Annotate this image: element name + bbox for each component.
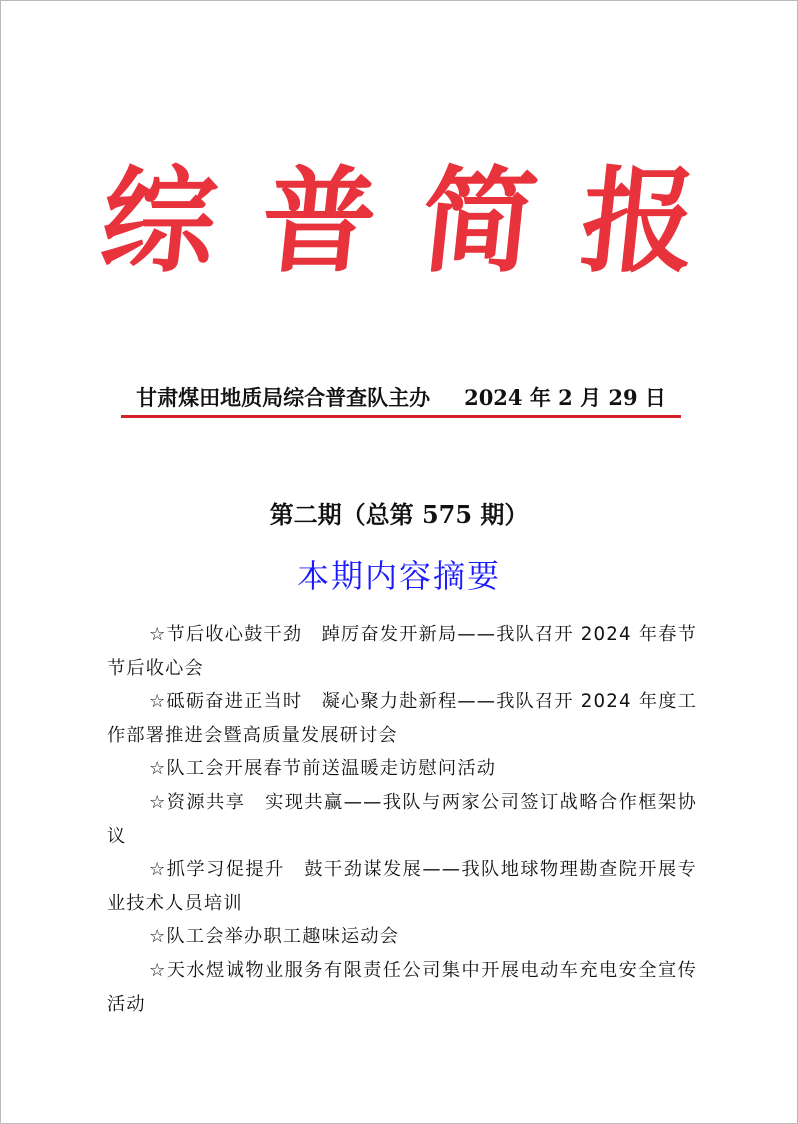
publisher-line (121, 379, 681, 415)
masthead-char: 普 (254, 154, 384, 288)
summary-item: ☆队工会开展春节前送温暖走访慰问活动 (149, 758, 497, 780)
masthead-char: 报 (574, 154, 704, 288)
summary-list (107, 618, 697, 1021)
masthead-char: 综 (94, 154, 224, 288)
red-divider (121, 415, 681, 418)
summary-item: ☆节后收心鼓干劲 踔厉奋发开新局——我队召开 2024 年春节节后收心会 (107, 624, 697, 679)
summary-item: ☆资源共享 实现共赢——我队与两家公司签订战略合作框架协议 (107, 791, 697, 847)
summary-heading: 本期内容摘要 (296, 557, 501, 595)
issue-number: 第二期（总第 575 期） (269, 500, 529, 529)
masthead-title (1, 151, 797, 291)
publish-date: 2024 年 2 月 29 日 (464, 385, 666, 410)
summary-item: ☆队工会举办职工趣味运动会 (149, 926, 400, 948)
summary-item: ☆砥砺奋进正当时 凝心聚力赴新程——我队召开 2024 年度工作部署推进会暨高质量发展研讨会 (107, 691, 697, 746)
masthead-char: 简 (414, 154, 544, 288)
summary-item: ☆抓学习促提升 鼓干劲谋发展——我队地球物理勘查院开展专业技术人员培训 (107, 859, 697, 914)
organizer-name: 甘肃煤田地质局综合普查队主办 (136, 385, 431, 410)
summary-item: ☆天水煜诚物业服务有限责任公司集中开展电动车充电安全宣传活动 (107, 959, 697, 1015)
